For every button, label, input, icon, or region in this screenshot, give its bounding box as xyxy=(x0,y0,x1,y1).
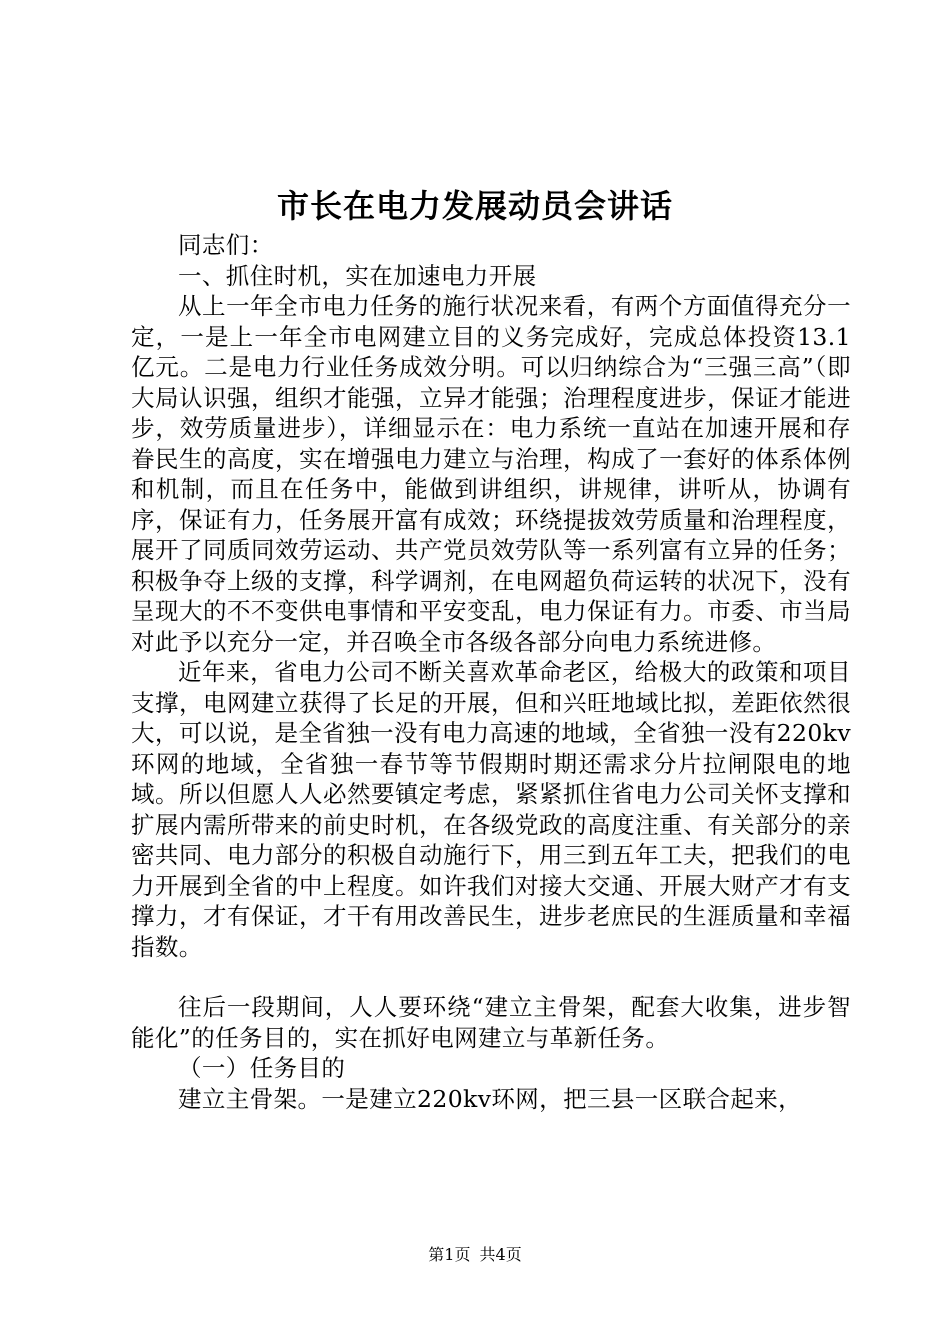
body-paragraph: 往后一段期间，人人要环绕“建立主骨架，配套大收集，进步智能化”的任务目的，实在抓好电网建立与革新任务。 xyxy=(131,993,851,1052)
page-footer xyxy=(0,1244,950,1266)
page-total: 共4页 xyxy=(479,1245,522,1264)
document-title: 市长在电力发展动员会讲话 xyxy=(276,187,673,225)
body-paragraph: 从上一年全市电力任务的施行状况来看，有两个方面值得充分一定，一是上一年全市电网建立目的义务完成好，完成总体投资13.1亿元。二是电力行业任务成效分明。可以归纳综合为“三强三高”（即大局认识强，组织才能强，立异才能强；治理程度进步，保证才能进步，效劳质量进步），详细显示在：电力系统一直站在加速开展和存眷民生的高度，实在增强电力建立与治理，构成了一套好的体系体例和机制，而且在任务中，能做到讲组织，讲规律，讲听从，协调有序，保证有力，任务展开富有成效；环绕提拔效劳质量和治理程度，展开了同质同效劳运动、共产党员效劳队等一系列富有立异的任务；积极争夺上级的支撑，科学调剂，在电网超负荷运转的状况下，没有呈现大的不不变供电事情和平安变乱，电力保证有力。市委、市当局对此予以充分一定，并召唤全市各级各部分向电力系统进修。 xyxy=(131,292,851,656)
page-number: 第1页 xyxy=(428,1245,471,1264)
body-paragraph: 近年来，省电力公司不断关喜欢革命老区，给极大的政策和项目支撑，电网建立获得了长足的开展，但和兴旺地域比拟，差距依然很大，可以说，是全省独一没有电力高速的地域，全省独一没有220kv环网的地域，全省独一春节等节假期时期还需求分片拉闸限电的地域。所以但愿人人必然要镇定考虑，紧紧抓住省电力公司关怀支撑和扩展内需所带来的前史时机，在各级党政的高度注重、有关部分的亲密共同、电力部分的积极自动施行下，用三到五年工夫，把我们的电力开展到全省的中上程度。如许我们对接大交通、开展大财产才有支撑力，才有保证，才干有用改善民生，进步老庶民的生涯质量和幸福指数。 xyxy=(131,658,851,961)
section-heading: 一、抓住时机，实在加速电力开展 xyxy=(178,261,537,290)
document-body xyxy=(131,230,851,1114)
subsection-heading: （一）任务目的 xyxy=(178,1054,346,1082)
salutation-paragraph: 同志们： xyxy=(178,231,274,259)
body-paragraph: 建立主骨架。一是建立220kv环网，把三县一区联合起来， xyxy=(178,1084,803,1113)
